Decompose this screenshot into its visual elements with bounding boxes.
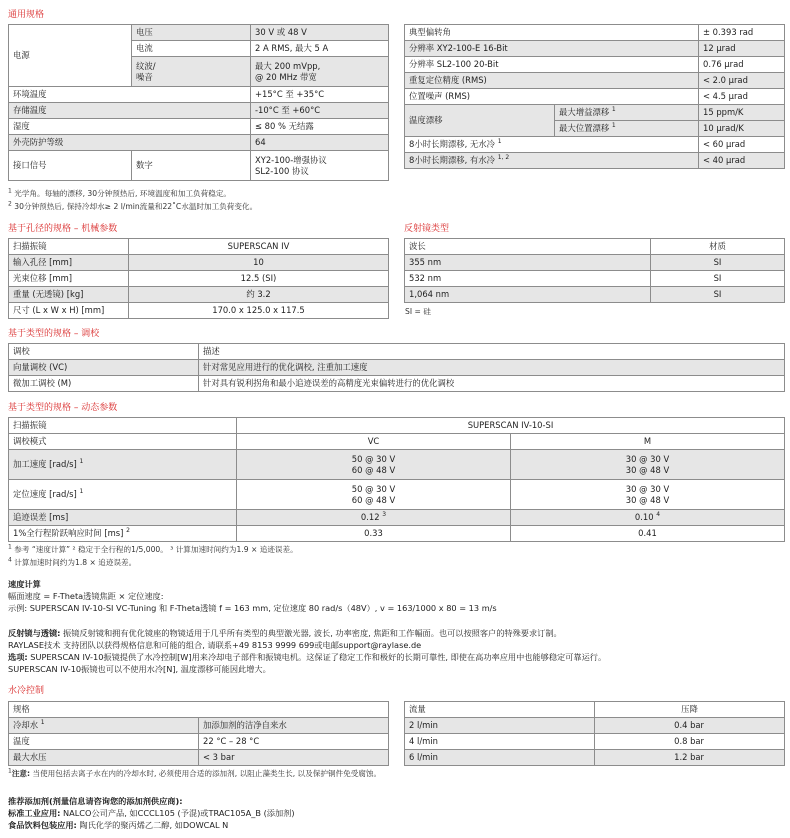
spec-value-current: 2 A RMS, 最大 5 A [251, 41, 389, 57]
aperture-header-label: 扫描振镜 [9, 239, 129, 255]
dynamic-mode-m: M [511, 434, 785, 450]
flow-header-pressure-drop: 压降 [595, 702, 785, 718]
general-footnote-1: $^1$ 光学角。每轴的漂移, 30分钟预热后, 环境温度和加工负荷稳定。 [8, 187, 232, 198]
spec-group-power: 电源 [9, 25, 132, 87]
spec-label-res-16bit: 分辨率 XY2-100-E 16-Bit [405, 41, 699, 57]
aperture-value-input: 10 [129, 255, 389, 271]
spec-value-ambient-temp: +15°C 至 +35°C [251, 87, 389, 103]
spec-label-interface: 接口信号 [9, 151, 132, 181]
tuning-desc-vc: 针对常见应用进行的优化调校, 注重加工速度 [199, 360, 785, 376]
dynamic-footnote-2: $^4$ 计算加速时间约为1.8 × 追迹误差。 [8, 556, 137, 567]
dynamic-value-step-response-m: 0.41 [511, 526, 785, 542]
spec-label-humidity: 湿度 [9, 119, 251, 135]
spec-value-res-16bit: 12 µrad [699, 41, 785, 57]
mirror-header-material: 材质 [651, 239, 785, 255]
general-specs-right-table [404, 24, 785, 169]
dynamic-value-tracking-error-m: 0.10 $^4$ [511, 510, 785, 526]
options-paragraph-2: SUPERSCAN IV-10振镜也可以不使用水冷[N], 温度漂移可能因此增大。 [8, 664, 271, 674]
dynamic-table [8, 417, 785, 542]
dynamic-label-step-response: 1%全行程阶跃响应时间 [ms] $^2$ [9, 526, 237, 542]
additives-industrial: 标准工业应用: NALCO公司产品, 如CCCL105 (予混)或TRAC105A_B (添加剂) [8, 808, 295, 818]
spec-label-longterm-drift-cooling: 8小时长期漂移, 有水冷 $^{1, 2}$ [405, 153, 699, 169]
mirror-material-355: SI [651, 255, 785, 271]
aperture-table [8, 238, 389, 319]
spec-label-offset-drift: 最大位置漂移 $^1$ [555, 121, 699, 137]
mirror-header-wavelength: 波长 [405, 239, 651, 255]
flow-rate-4: 4 l/min [405, 734, 595, 750]
tuning-header-description: 描述 [199, 344, 785, 360]
spec-label-repeatability: 重复定位精度 (RMS) [405, 73, 699, 89]
aperture-label-weight: 重量 (无透镜) [kg] [9, 287, 129, 303]
mirror-material-1064: SI [651, 287, 785, 303]
aperture-value-displacement: 12.5 (SI) [129, 271, 389, 287]
spec-label-current: 电流 [132, 41, 251, 57]
dynamic-scanner-label: 扫描振镜 [9, 418, 237, 434]
aperture-section-title: 基于孔径的规格 – 机械参数 [8, 224, 118, 234]
mirror-wavelength-355: 355 nm [405, 255, 651, 271]
tuning-label-vc: 向量调校 (VC) [9, 360, 199, 376]
mirror-note: SI = 硅 [405, 307, 431, 316]
dynamic-value-positioning-speed-m: 30 @ 30 V 30 @ 48 V [511, 480, 785, 510]
aperture-value-dimensions: 170.0 x 125.0 x 117.5 [129, 303, 389, 319]
spec-value-voltage: 30 V 或 48 V [251, 25, 389, 41]
cooling-value-temperature: 22 °C – 28 °C [199, 734, 389, 750]
spec-value-storage-temp: -10°C 至 +60°C [251, 103, 389, 119]
spec-value-humidity: ≤ 80 % 无结露 [251, 119, 389, 135]
dynamic-value-tracking-error-vc: 0.12 $^3$ [237, 510, 511, 526]
spec-value-deflection: ± 0.393 rad [699, 25, 785, 41]
mirror-wavelength-1064: 1,064 nm [405, 287, 651, 303]
spec-label-digital: 数字 [132, 151, 251, 181]
dynamic-label-marking-speed: 加工速度 [rad/s] $^1$ [9, 450, 237, 480]
dynamic-value-positioning-speed-vc: 50 @ 30 V 60 @ 48 V [237, 480, 511, 510]
speed-example: 示例: SUPERSCAN IV-10-SI VC-Tuning 和 F-Theta透镜 f = 163 mm, 定位速度 80 rad/s（48V）, v = 163/1000 x 80 = 13 m/s [8, 603, 497, 613]
flow-header-rate: 流量 [405, 702, 595, 718]
spec-value-position-noise: < 4.5 µrad [699, 89, 785, 105]
dynamic-label-positioning-speed: 定位速度 [rad/s] $^1$ [9, 480, 237, 510]
spec-value-res-20bit: 0.76 µrad [699, 57, 785, 73]
cooling-section-title: 水冷控制 [8, 686, 45, 696]
mirror-material-532: SI [651, 271, 785, 287]
cooling-value-pressure: < 3 bar [199, 750, 389, 766]
tuning-header-label: 调校 [9, 344, 199, 360]
spec-label-res-20bit: 分辨率 SL2-100 20-Bit [405, 57, 699, 73]
aperture-header-model: SUPERSCAN IV [129, 239, 389, 255]
cooling-spec-table [8, 701, 389, 766]
spec-label-protection: 外壳防护等级 [9, 135, 251, 151]
dynamic-scanner-value: SUPERSCAN IV-10-SI [237, 418, 785, 434]
spec-label-longterm-drift-no-cooling: 8小时长期漂移, 无水冷 $^1$ [405, 137, 699, 153]
spec-label-position-noise: 位置噪声 (RMS) [405, 89, 699, 105]
tuning-desc-m: 针对具有锐利拐角和最小追迹误差的高精度光束偏转进行的优化调校 [199, 376, 785, 392]
flow-drop-6: 1.2 bar [595, 750, 785, 766]
spec-label-deflection: 典型偏转角 [405, 25, 699, 41]
tuning-section-title: 基于类型的规格 – 调校 [8, 329, 100, 339]
additives-food: 食品饮料包装应用: 陶氏化学的聚丙烯乙二醇, 如DOWCAL N [8, 820, 229, 830]
dynamic-value-marking-speed-vc: 50 @ 30 V 60 @ 48 V [237, 450, 511, 480]
options-paragraph: 选项: SUPERSCAN IV-10振镜提供了水冷控制[W]用来冷却电子部件和振镜电机。这保证了稳定工作和极好的长期可靠性, 即使在高功率应用中也能够稳定可靠运行。 [8, 652, 607, 662]
cooling-label-temperature: 温度 [9, 734, 199, 750]
spec-value-offset-drift: 10 µrad/K [699, 121, 785, 137]
spec-value-longterm-drift-no-cooling: < 60 µrad [699, 137, 785, 153]
mirror-section-title: 反射镜类型 [404, 224, 450, 234]
cooling-value-water: 加添加剂的洁净自来水 [199, 718, 389, 734]
general-footnote-2: $^2$ 30分钟预热后, 保持冷却水≥ 2 l/min流量和22˚C水温时加工负荷变化。 [8, 200, 258, 211]
mirrors-lenses-paragraph: 反射镜与透镜: 振镜反射镜和拥有优化镜座的物镜适用于几乎所有类型的典型激光器, 波长, 功率密度, 焦距和工作幅面。也可以按照客户的特殊要求订制。 [8, 628, 562, 638]
tuning-table [8, 343, 785, 392]
dynamic-mode-label: 调校模式 [9, 434, 237, 450]
dynamic-value-marking-speed-m: 30 @ 30 V 30 @ 48 V [511, 450, 785, 480]
cooling-spec-header: 规格 [9, 702, 389, 718]
spec-label-ambient-temp: 环境温度 [9, 87, 251, 103]
general-specs-left-table [8, 24, 389, 181]
spec-value-protection: 64 [251, 135, 389, 151]
spec-label-temp-drift: 温度漂移 [405, 105, 555, 137]
aperture-label-input: 输入孔径 [mm] [9, 255, 129, 271]
dynamic-value-step-response-vc: 0.33 [237, 526, 511, 542]
spec-value-ripple: 最大 200 mVpp, @ 20 MHz 带宽 [251, 57, 389, 87]
flow-drop-4: 0.8 bar [595, 734, 785, 750]
flow-rate-2: 2 l/min [405, 718, 595, 734]
mirror-wavelength-532: 532 nm [405, 271, 651, 287]
flow-rate-6: 6 l/min [405, 750, 595, 766]
general-section-title: 通用规格 [8, 10, 45, 20]
spec-label-storage-temp: 存储温度 [9, 103, 251, 119]
cooling-flow-table [404, 701, 785, 766]
contact-paragraph: RAYLASE技术 支持团队以获得规格信息和可能的组合, 请联系+49 8153 9999 699或电邮support@raylase.de [8, 640, 422, 650]
aperture-label-displacement: 光束位移 [mm] [9, 271, 129, 287]
spec-value-longterm-drift-cooling: < 40 µrad [699, 153, 785, 169]
spec-label-ripple: 纹波/ 噪音 [132, 57, 251, 87]
spec-label-voltage: 电压 [132, 25, 251, 41]
spec-value-repeatability: < 2.0 µrad [699, 73, 785, 89]
mirror-table [404, 238, 785, 303]
dynamic-footnote-1: $^1$ 参考 “速度计算” ² 稳定于全行程的1/5,000。 ³ 计算加速时间约为1.9 × 追迹误差。 [8, 543, 298, 554]
flow-drop-2: 0.4 bar [595, 718, 785, 734]
dynamic-section-title: 基于类型的规格 – 动态参数 [8, 403, 118, 413]
dynamic-mode-vc: VC [237, 434, 511, 450]
dynamic-label-tracking-error: 追迹误差 [ms] [9, 510, 237, 526]
cooling-label-water: 冷却水 $^1$ [9, 718, 199, 734]
speed-title: 速度计算 [8, 579, 41, 589]
cooling-label-pressure: 最大水压 [9, 750, 199, 766]
spec-value-interface: XY2-100-增强协议 SL2-100 协议 [251, 151, 389, 181]
cooling-footnote: $^1$注意: 当使用包括去离子水在内的冷却水时, 必须使用合适的添加剂, 以阻止藻类生长, 以及保护铜件免受腐蚀。 [8, 767, 382, 778]
speed-formula: 幅面速度 = F-Theta透镜焦距 × 定位速度: [8, 591, 164, 601]
spec-value-gain-drift: 15 ppm/K [699, 105, 785, 121]
additives-title: 推荐添加剂(剂量信息请咨询您的添加剂供应商): [8, 796, 183, 806]
aperture-label-dimensions: 尺寸 (L x W x H) [mm] [9, 303, 129, 319]
tuning-label-m: 微加工调校 (M) [9, 376, 199, 392]
aperture-value-weight: 约 3.2 [129, 287, 389, 303]
spec-label-gain-drift: 最大增益漂移 $^1$ [555, 105, 699, 121]
